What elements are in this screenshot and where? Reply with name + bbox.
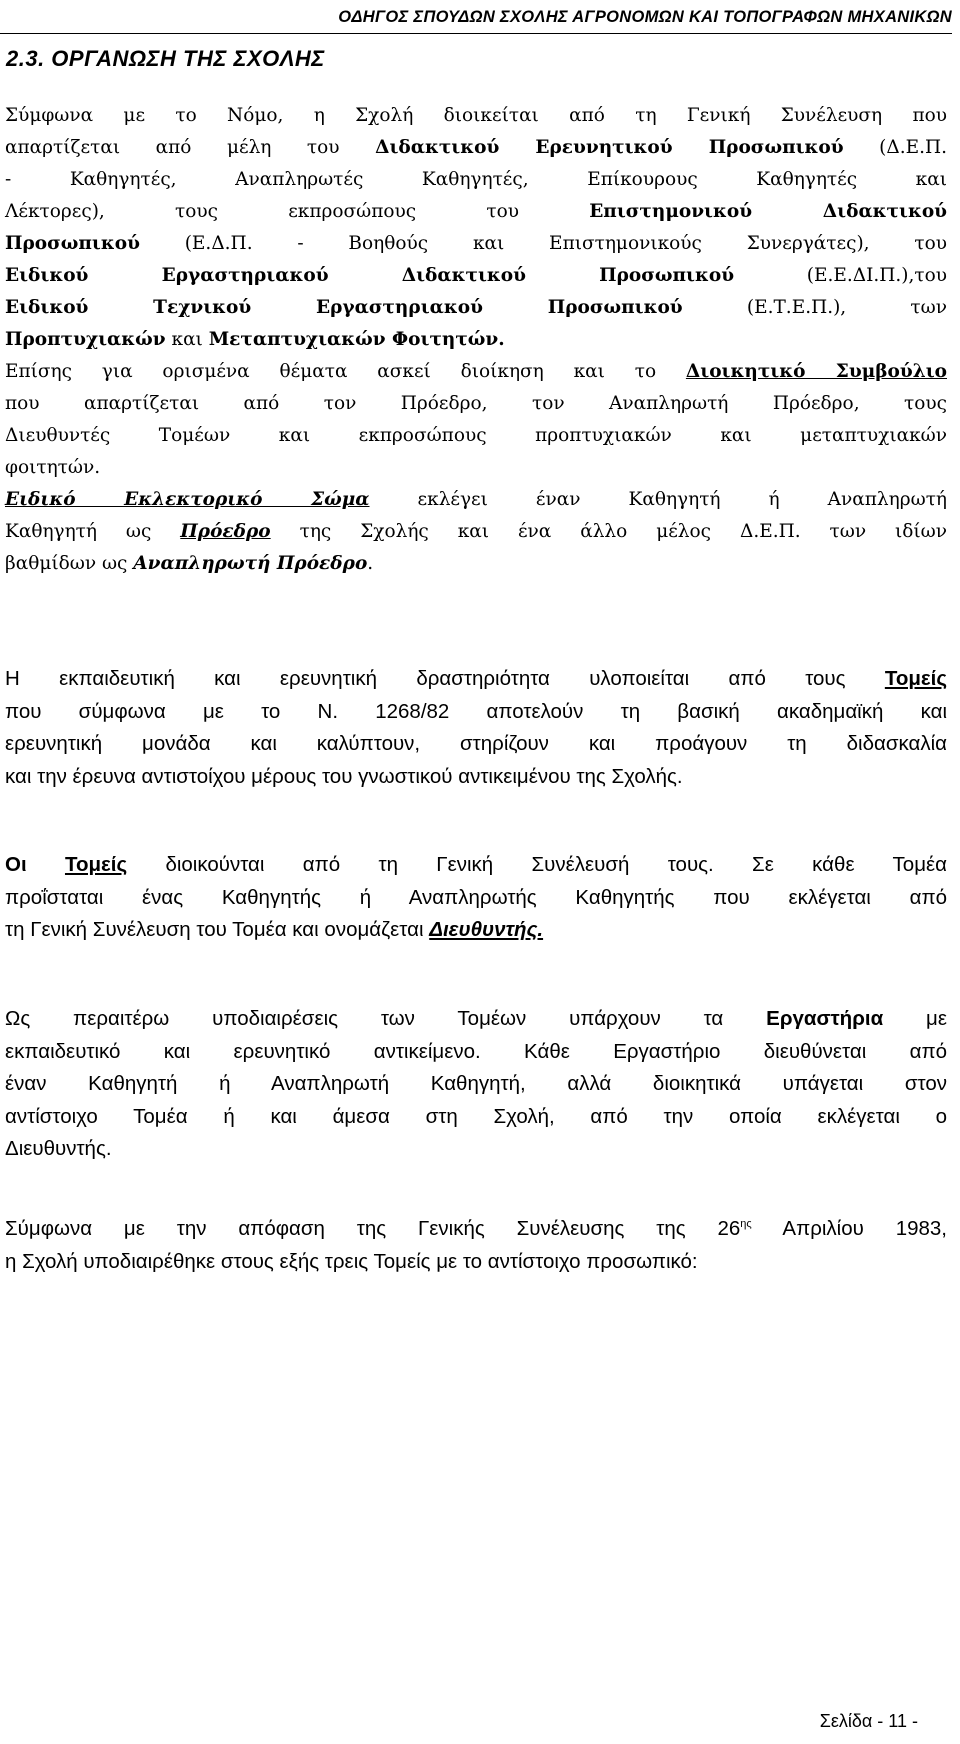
term-etep: Ειδικού Τεχνικού Εργαστηριακού Προσωπικού [5,297,683,318]
text-line: που σύμφωνα με το Ν. 1268/82 αποτελούν τη βασική ακαδημαϊκή και [5,699,947,723]
text-line: Ως περαιτέρω υποδιαιρέσεις των Τομέων υπάρχουν τα Εργαστήρια με [5,1007,947,1030]
text-line: Επίσης για ορισμένα θέματα ασκεί διοίκηση και το Διοικητικό Συμβούλιο [5,361,947,382]
text-line: τη Γενική Συνέλευση του Τομέα και ονομάζεται Διευθυντής. [5,918,544,941]
section-title: 2.3. ΟΡΓΑΝΩΣΗ ΤΗΣ ΣΧΟΛΗΣ [6,46,325,71]
text-line: Ειδικού Εργαστηριακού Διδακτικού Προσωπικού (Ε.Ε.ΔΙ.Π.),του [5,265,947,286]
text-line: εκπαιδευτικό και ερευνητικό αντικείμενο. Κάθε Εργαστήριο διευθύνεται από [5,1039,947,1063]
paragraph-electoral-body [5,484,947,580]
term-electoral-body: Ειδικό Εκλεκτορικό Σώμα [5,489,370,510]
text-line: που απαρτίζεται από τον Πρόεδρο, τον Αναπληρωτή Πρόεδρο, τους [5,393,947,414]
ordinal-suffix: ης [740,1218,752,1231]
term-eedip: Ειδικού Εργαστηριακού Διδακτικού Προσωπικού [5,265,735,286]
text-line: αντίστοιχο Τομέα ή και άμεσα στη Σχολή, από την οποία εκλέγεται ο [5,1104,947,1128]
term-director: Διευθυντής. [429,918,544,941]
term-administrative-board: Διοικητικό Συμβούλιο [685,361,947,382]
text-line: Η εκπαιδευτική και ερευνητική δραστηριότητα υλοποιείται από τους Τομείς [5,667,947,690]
paragraph-sectors [5,663,947,793]
paragraph-assembly-decision [5,1213,947,1278]
text-line: Ειδικού Τεχνικού Εργαστηριακού Προσωπικού (Ε.Τ.Ε.Π.), των [5,297,947,318]
paragraph-administrative-board [5,356,947,484]
text-line: και την έρευνα αντιστοίχου μέρους του γνωστικού αντικειμένου της Σχολής. [5,764,683,788]
text-line: ερευνητική μονάδα και καλύπτουν, στηρίζουν και προάγουν τη διδασκαλία [5,732,947,755]
term-deputy-president: Αναπληρωτή Πρόεδρο [133,553,368,574]
text-line: Σύμφωνα με το Νόμο, η Σχολή διοικείται από τη Γενική Συνέλευση που [5,105,947,126]
term-sectors: Τομείς [884,667,947,690]
text-line: Σύμφωνα με την απόφαση της Γενικής Συνέλευσης της $26^{\eta\varsigma}$ Απριλίου 1983, [5,1217,947,1240]
text-line: Προπτυχιακών και Μεταπτυχιακών Φοιτητών. [5,329,505,350]
text-line: Προσωπικού (Ε.Δ.Π. - Βοηθούς και Επιστημονικούς Συνεργάτες), του [5,233,947,254]
text-line: - Καθηγητές, Αναπληρωτές Καθηγητές, Επίκουρους Καθηγητές και [5,169,947,190]
text-line: Λέκτορες), τους εκπροσώπους του Επιστημονικού Διδακτικού [5,201,947,222]
header-rule [0,33,952,34]
text-line: Οι Τομείς διοικούνται από τη Γενική Συνέλευσή τους. Σε κάθε Τομέα [5,853,947,876]
text-line: έναν Καθηγητή ή Αναπληρωτή Καθηγητή, αλλά διοικητικά υπάγεται στον [5,1072,947,1095]
term-edp: Επιστημονικού Διδακτικού [589,201,947,222]
text-line: φοιτητών. [5,457,101,478]
text-line: προΐσταται ένας Καθηγητής ή Αναπληρωτής Καθηγητής που εκλέγεται από [5,885,947,909]
text-line: απαρτίζεται από μέλη του Διδακτικού Ερευνητικού Προσωπικού (Δ.Ε.Π. [5,137,948,158]
paragraph-general-assembly [5,100,947,356]
page-number: Σελίδα - 11 - [819,1711,918,1731]
paragraph-laboratories [5,1003,947,1166]
running-header: ΟΔΗΓΟΣ ΣΠΟΥΔΩΝ ΣΧΟΛΗΣ ΑΓΡΟΝΟΜΩΝ ΚΑΙ ΤΟΠΟΓΡΑΦΩΝ ΜΗΧΑΝΙΚΩΝ [338,8,952,26]
text-line: Ειδικό Εκλεκτορικό Σώμα εκλέγει έναν Καθηγητή ή Αναπληρωτή [5,489,948,510]
text-line: βαθμίδων ως Αναπληρωτή Πρόεδρο. [5,553,374,574]
text-line: Διευθυντές Τομέων και εκπροσώπους προπτυχιακών και μεταπτυχιακών [5,425,947,446]
text-line: η Σχολή υποδιαιρέθηκε στους εξής τρεις Τομείς με το αντίστοιχο προσωπικό: [5,1249,698,1273]
text-line: Καθηγητή ως Πρόεδρο της Σχολής και ένα άλλο μέλος Δ.Ε.Π. των ιδίων [5,521,947,542]
text-line: Διευθυντής. [5,1137,112,1160]
term-dep: Διδακτικού Ερευνητικού Προσωπικού [375,137,844,158]
term-president: Πρόεδρο [180,521,271,542]
term-laboratories: Εργαστήρια [766,1007,884,1030]
paragraph-sector-administration [5,849,947,947]
